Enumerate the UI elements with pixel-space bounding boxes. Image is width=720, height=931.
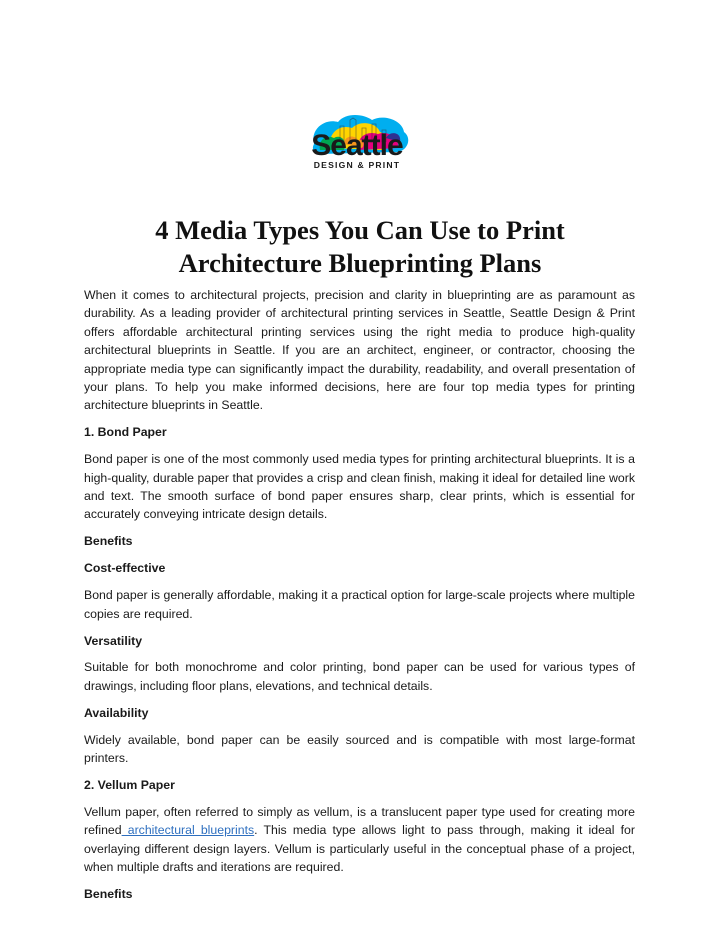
benefit-text-cost-effective: Bond paper is generally affordable, making it a practical option for large-scale projects where multiple copies are required. [84,588,635,621]
benefits-heading-vellum: Benefits [84,886,133,901]
architectural-blueprints-link[interactable]: architectural blueprints [121,823,255,838]
seattle-design-print-logo [300,108,414,174]
title-line-1: 4 Media Types You Can Use to Print [155,215,565,245]
section-heading-bond-paper: 1. Bond Paper [84,425,167,440]
intro-paragraph: When it comes to architectural projects, precision and clarity in blueprinting are as paramount as durability. As a leading provider of architectural printing services in Seattle, Seattle Design & Print offers affordable architectural printing services using the right media to produce high-quality architectural blueprints in Seattle. If you are an architect, engineer, or contractor, choosing the appropriate media type can significantly impact the durability, readability, and overall presentation of your plans. To help you make informed decisions, here are four top media types for printing architecture blueprints in Seattle. [84,288,635,413]
benefit-title-availability: Availability [84,705,149,720]
logo-subtitle: DESIGN & PRINT [313,160,401,170]
section-heading-vellum-paper: 2. Vellum Paper [84,777,175,792]
article-body [84,286,635,903]
benefit-title-versatility: Versatility [84,633,143,648]
vellum-text-before: Vellum paper, often referred to simply as vellum, is a translucent paper type used for creating more refined [84,804,635,838]
title-line-2: Architecture Blueprinting Plans [178,248,542,278]
benefit-title-cost-effective: Cost-effective [84,561,166,576]
page-title [60,214,660,280]
bond-paper-paragraph: Bond paper is one of the most commonly used media types for printing architectural blueprints. It is a high-quality, durable paper that provides a crisp and clean finish, making it ideal for detailed line work and text. The smooth surface of bond paper ensures sharp, clear prints, which is essential for accurately conveying intricate design details. [84,452,635,522]
benefit-text-availability: Widely available, bond paper can be easily sourced and is compatible with most large-format printers. [84,732,635,766]
logo-wordmark: Seattle [311,129,403,162]
vellum-text-after: . This media type allows light to pass through, making it ideal for overlaying different design layers. Vellum is particularly useful in the conceptual phase of a project, when multiple drafts and iterations are required. [84,823,635,875]
logo-graphic [300,108,414,174]
vellum-paper-paragraph [84,803,635,877]
benefit-text-versatility: Suitable for both monochrome and color printing, bond paper can be used for various types of drawings, including floor plans, elevations, and technical details. [84,660,635,693]
benefits-heading: Benefits [84,534,133,549]
